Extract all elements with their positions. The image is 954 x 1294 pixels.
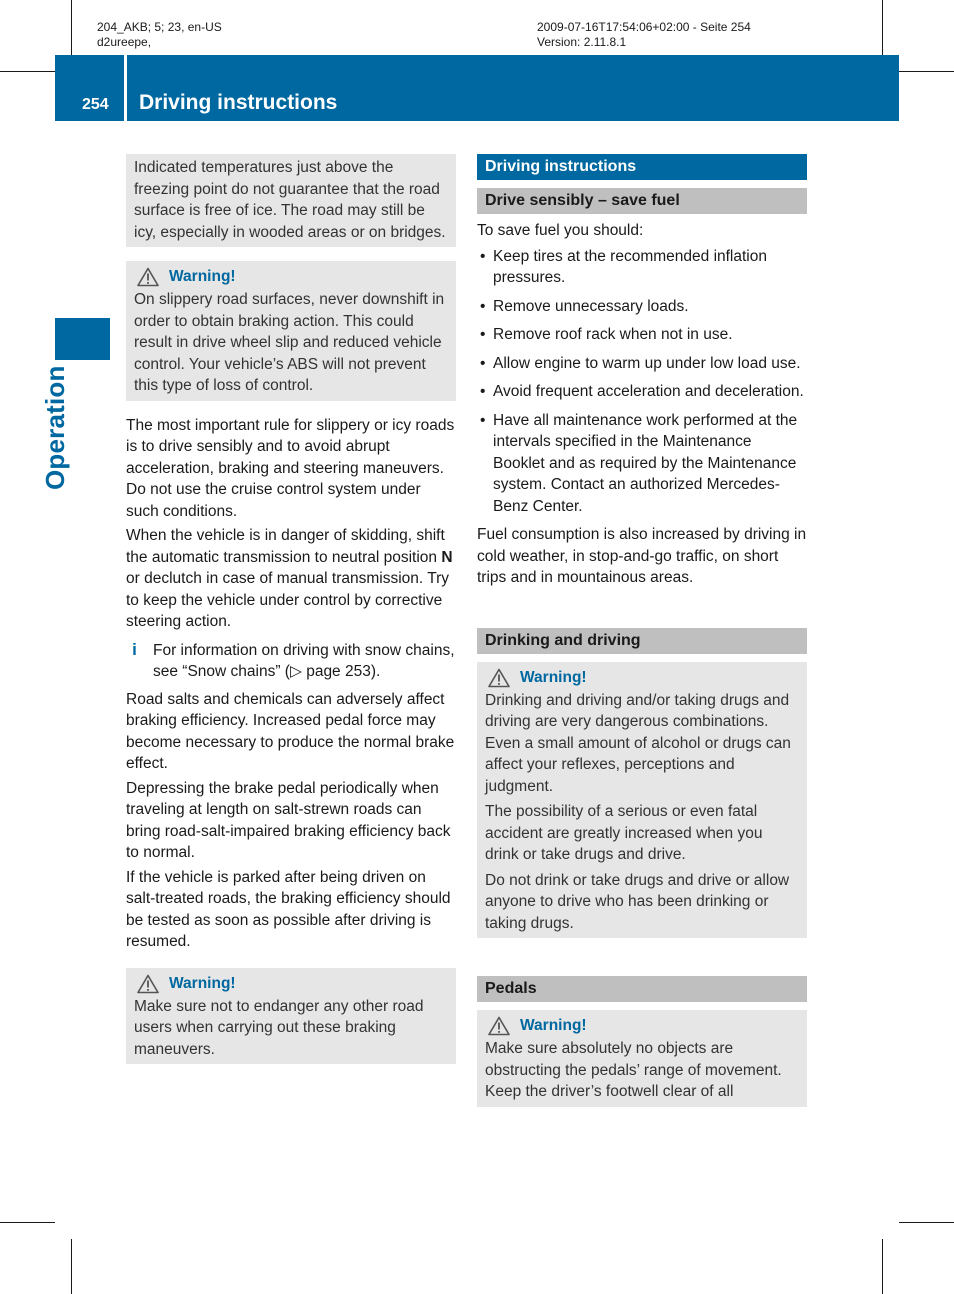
- paragraph-skidding: [126, 525, 456, 633]
- warning-paragraph: Drinking and driving and/or taking drugs and driving are very dangerous combinations. Even a small amount of alcohol or drugs can affect your reflexes, perceptions and judgment.: [485, 691, 791, 795]
- side-section-label: Operation: [40, 365, 70, 490]
- subsection-title-save-fuel: Drive sensibly – save fuel: [477, 188, 807, 214]
- warning-triangle-icon: [137, 974, 159, 994]
- meta-right-line2: Version: 2.11.8.1: [537, 35, 627, 49]
- paragraph-road-salts: Road salts and chemicals can adversely affect braking efficiency. Increased pedal force may become necessary to produce the normal brake effect.: [126, 690, 455, 772]
- crop-mark: [899, 71, 954, 72]
- subsection-title-drinking: Drinking and driving: [477, 628, 807, 654]
- header-divider: [124, 55, 127, 121]
- paragraph-skidding-a: When the vehicle is in danger of skidding, shift the automatic transmission to neutral position: [126, 527, 445, 566]
- ice-note-box: Indicated temperatures just above the freezing point do not guarantee that the road surface is free of ice. The road may still be icy, especially in wooded areas or on bridges.: [126, 154, 456, 247]
- meta-left-line1: 204_AKB; 5; 23, en-US: [97, 20, 222, 34]
- list-item: • Avoid frequent acceleration and deceleration.: [477, 381, 807, 403]
- crop-mark: [899, 1222, 954, 1223]
- paragraph-brake-pedal: Depressing the brake pedal periodically when traveling at length on salt-strewn roads can bring road-salt-impaired braking efficiency back to normal.: [126, 779, 451, 861]
- list-item: • Have all maintenance work performed at the intervals specified in the Maintenance Booklet and as required by the Maintenance system. Contact an authorized Mercedes-Benz Center.: [477, 410, 807, 518]
- warning-header: [134, 265, 448, 289]
- warning-label: Warning!: [169, 974, 236, 992]
- fuel-consumption-paragraph: Fuel consumption is also increased by driving in cold weather, in stop-and-go traffic, on short trips and in mountainous areas.: [477, 526, 807, 586]
- warning-box-drinking: [477, 662, 807, 939]
- list-item: • Allow engine to warm up under low load use.: [477, 353, 807, 375]
- info-text[interactable]: For information on driving with snow chains, see “Snow chains” (▷ page 253).: [153, 641, 455, 680]
- crop-mark: [882, 0, 883, 55]
- list-item: • Remove unnecessary loads.: [477, 296, 807, 318]
- warning-paragraph: Do not drink or take drugs and drive or allow anyone to drive who has been drinking or taking drugs.: [485, 871, 790, 932]
- left-column: [126, 154, 456, 1064]
- warning-text: Make sure not to endanger any other road users when carrying out these braking maneuvers.: [134, 997, 424, 1058]
- meta-left-line2: d2ureepe,: [97, 35, 152, 49]
- warning-text: [485, 690, 799, 935]
- warning-label: Warning!: [520, 1017, 587, 1035]
- warning-label: Warning!: [169, 268, 236, 286]
- gear-position-n: N: [441, 548, 453, 566]
- paragraph-slippery-rule: The most important rule for slippery or icy roads is to drive sensibly and to avoid abrupt acceleration, braking and steering maneuvers. Do not use the cruise control system under such conditions.: [126, 416, 455, 520]
- crop-mark: [0, 1222, 55, 1223]
- paragraph-parked-vehicle: If the vehicle is parked after being driven on salt-treated roads, the braking efficiency should be tested as soon as possible after driving is resumed.: [126, 868, 451, 950]
- warning-paragraph: The possibility of a serious or even fatal accident are greatly increased when you drink or take drugs and drive.: [485, 803, 763, 863]
- crop-mark: [0, 71, 55, 72]
- right-column: [477, 154, 807, 1107]
- warning-triangle-icon: [137, 267, 159, 287]
- warning-text: Make sure absolutely no objects are obstructing the pedals’ range of movement. Keep the driver’s footwell clear of all: [485, 1040, 782, 1100]
- warning-triangle-icon: [488, 668, 510, 688]
- fuel-intro: To save fuel you should:: [477, 222, 644, 239]
- print-meta-left: [97, 20, 222, 50]
- page-number: 254: [82, 96, 109, 113]
- section-title-driving-instructions: Driving instructions: [477, 154, 807, 180]
- list-item: • Remove roof rack when not in use.: [477, 324, 807, 346]
- list-item: • Keep tires at the recommended inflation pressures.: [477, 246, 807, 289]
- warning-box-downshift: [126, 261, 456, 401]
- warning-triangle-icon: [488, 1016, 510, 1036]
- warning-text: On slippery road surfaces, never downshift in order to obtain braking action. This could result in drive wheel slip and reduced vehicle control. Your vehicle’s ABS will not prevent this type of loss of control.: [134, 291, 445, 394]
- crop-mark: [71, 0, 72, 55]
- meta-right-line1: 2009-07-16T17:54:06+02:00 - Seite 254: [537, 20, 751, 34]
- side-tab-marker: [55, 318, 110, 360]
- warning-header: [134, 972, 448, 996]
- crop-mark: [882, 1239, 883, 1294]
- warning-box-braking: [126, 968, 456, 1065]
- paragraph-skidding-b: or declutch in case of manual transmission. Try to keep the vehicle under control by corrective steering action.: [126, 570, 450, 630]
- warning-box-pedals: [477, 1010, 807, 1107]
- crop-mark: [71, 1239, 72, 1294]
- warning-header: [485, 1014, 799, 1038]
- subsection-title-pedals: Pedals: [477, 976, 807, 1002]
- fuel-tips-list: [477, 246, 807, 518]
- warning-header: [485, 666, 799, 690]
- page-title: Driving instructions: [139, 91, 338, 114]
- print-meta-right: [537, 20, 751, 50]
- info-icon: i: [132, 639, 137, 659]
- info-note-snow-chains: [126, 640, 456, 683]
- warning-label: Warning!: [520, 668, 587, 686]
